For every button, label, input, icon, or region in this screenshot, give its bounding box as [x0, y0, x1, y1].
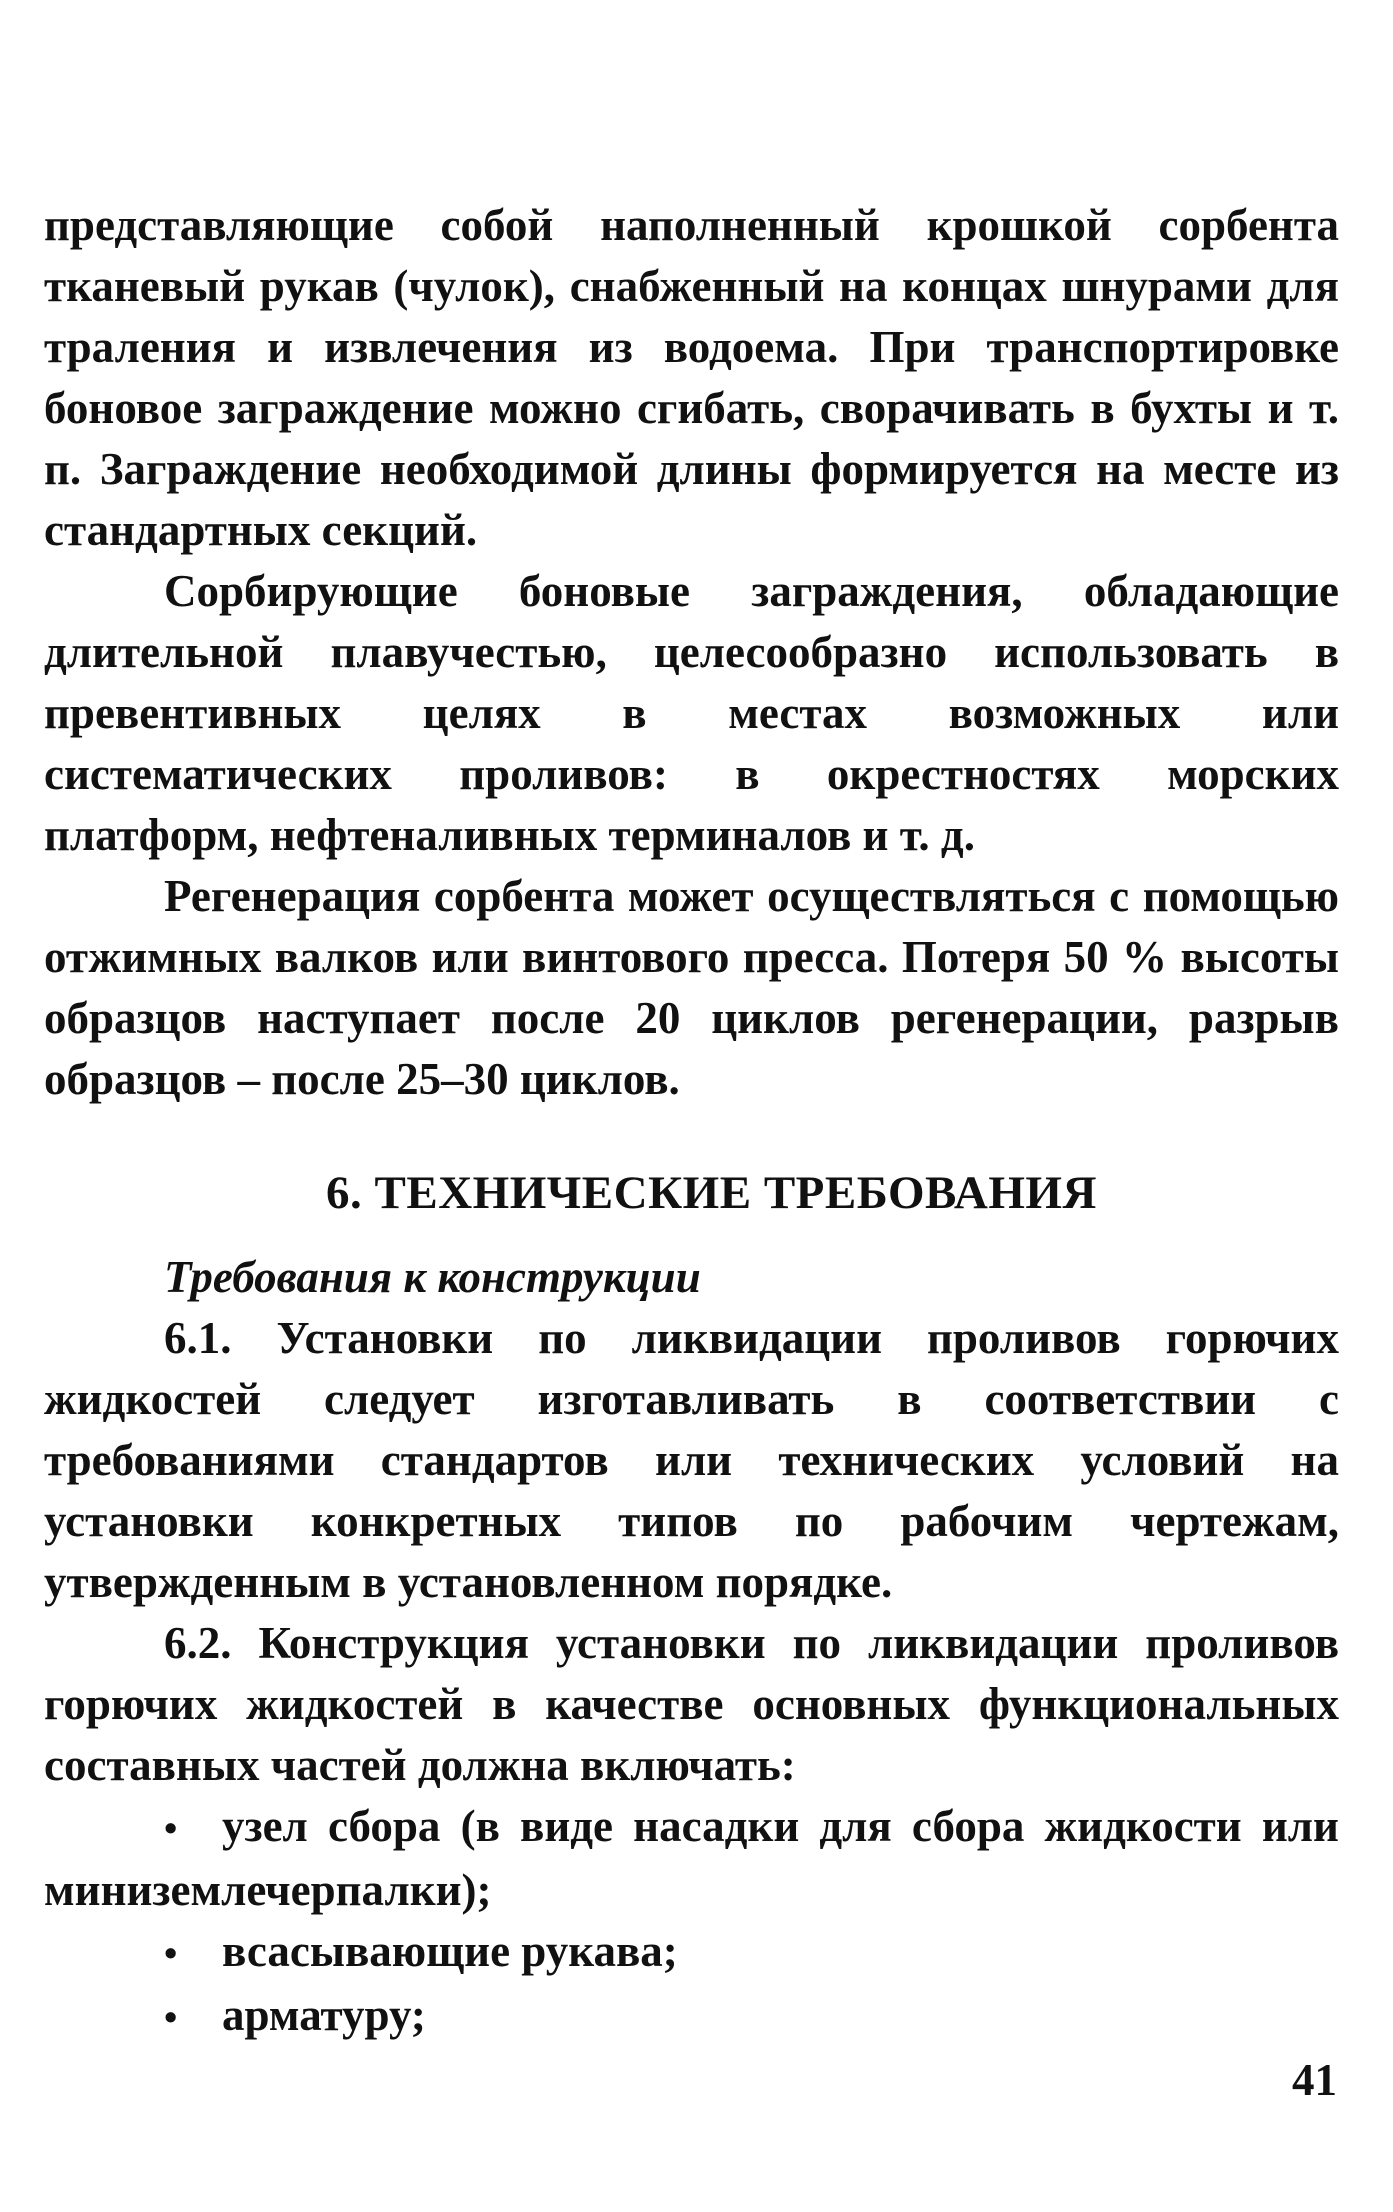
list-item	[44, 1921, 1339, 1985]
section-subheading: Требования к конструкции	[164, 1252, 701, 1302]
paragraph-6-2: 6.2. Конструкция установки по ликвидации проливов горючих жидкостей в качестве основных функциональных составных частей должна включать:	[44, 1618, 1339, 1790]
paragraph-sorbent-booms: Сорбирующие боновые заграждения, обладающие длительной плавучестью, целесообразно использовать в превентивных целях в местах возможных или систематических проливов: в окрестностях морских платформ, нефтеналивных терминалов и т. д.	[44, 566, 1339, 860]
paragraph-6-1: 6.1. Установки по ликвидации проливов горючих жидкостей следует изготавливать в соответствии с требованиями стандартов или технических условий на установки конкретных типов по рабочим чертежам, утвержденным в установленном порядке.	[44, 1313, 1339, 1607]
bullet-icon: •	[164, 1808, 178, 1850]
list-item-text: узел сбора (в виде насадки для сбора жидкости или миниземлечерпалки);	[44, 1801, 1339, 1915]
paragraph-regeneration: Регенерация сорбента может осуществляться с помощью отжимных валков или винтового пресса. Потеря 50 % высоты образцов наступает после 20 циклов регенерации, разрыв образцов – после 25–30 циклов.	[44, 871, 1339, 1104]
bullet-icon: •	[164, 1933, 178, 1975]
section-heading: 6. ТЕХНИЧЕСКИЕ ТРЕБОВАНИЯ	[326, 1167, 1097, 1219]
list-item	[44, 1985, 1339, 2049]
list-item-text: всасывающие рукава;	[222, 1926, 678, 1976]
list-item-text: арматуру;	[222, 1990, 426, 2040]
components-list	[44, 1796, 1339, 2049]
list-item	[44, 1796, 1339, 1921]
page-content	[44, 195, 1339, 2049]
bullet-icon: •	[164, 1997, 178, 2039]
paragraph-continuation: представляющие собой наполненный крошкой сорбента тканевый рукав (чулок), снабженный на концах шнурами для траления и извлечения из водоема. При транспортировке боновое заграждение можно сгибать, сворачивать в бухты и т. п. Заграждение необходимой длины формируется на месте из стандартных секций.	[44, 200, 1339, 555]
page-number: 41	[1292, 2055, 1337, 2105]
